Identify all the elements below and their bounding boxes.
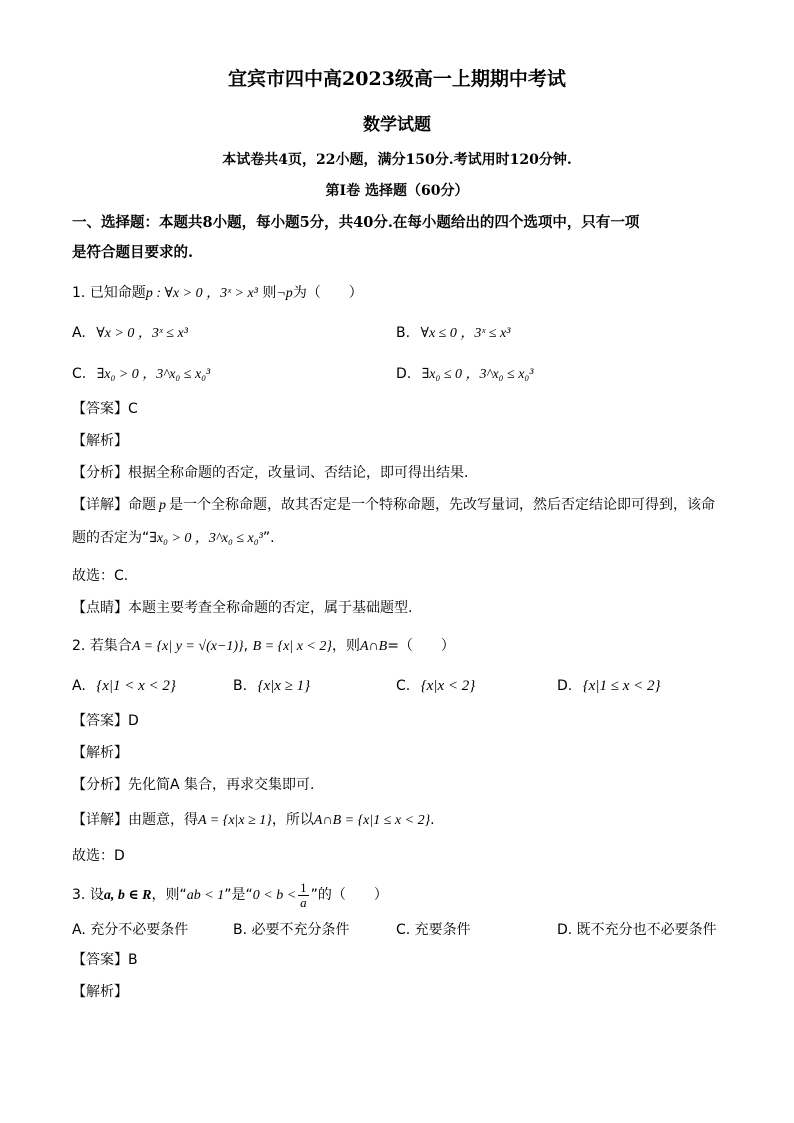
q1-xiangjie-tag: 【详解】 [72, 497, 128, 513]
q3-stem-c1: ab < 1 [186, 888, 225, 903]
part-heading: 第I卷 选择题（60分） [325, 183, 469, 199]
q3-stem-pre: 设 [89, 887, 104, 903]
q1-dianjing [72, 598, 412, 618]
q1-dianjing-tag: 【点睛】 [72, 600, 128, 616]
q3-option-d: D. 既不充分也不必要条件 [557, 922, 717, 938]
q2-option-d-text: {x|1 ≤ x < 2} [582, 678, 661, 694]
q2-option-a-text: {x|1 < x < 2} [96, 678, 176, 694]
q3-stem [72, 880, 388, 911]
q2-xiangjie-tag: 【详解】 [72, 812, 128, 828]
q1-xiangjie-1b: 是一个全称命题，故其否定是一个特称命题，先改写量词，然后否定结论即可得到，该命 [169, 497, 715, 513]
q1-guxuan: 故选：C. [72, 568, 129, 584]
q1-jiexi-tag: 【解析】 [72, 433, 128, 449]
q1-fenxi-tag: 【分析】 [72, 465, 128, 481]
q3-fraction-num: 1 [300, 879, 307, 895]
q2-option-a [72, 676, 176, 696]
q2-fenxi [72, 775, 314, 795]
q1-xiangjie-2a: 题的否定为“ [72, 530, 150, 546]
q2-answer-tag: 【答案】 [72, 713, 128, 729]
q3-answer-tag: 【答案】 [72, 952, 128, 968]
q1-stem-post: 为（ ） [292, 285, 363, 301]
q1-xiangjie-1p: p [159, 498, 166, 513]
q2-answer [72, 711, 139, 731]
q3-option-c: C. 充要条件 [396, 922, 471, 938]
q2-stem-post: ，则 [331, 638, 360, 654]
q2-option-b [233, 676, 310, 696]
q1-option-a-label: A. [72, 325, 86, 341]
q2-option-d-label: D. [557, 678, 573, 694]
q1-option-a-text: ∀x > 0 ，3ˣ ≤ x³ [96, 326, 188, 341]
section-heading-line1: 一、选择题：本题共8小题，每小题5分，共40分.在每小题给出的四个选项中，只有一项 [72, 214, 640, 231]
q1-number: 1. [72, 285, 86, 301]
q1-option-d-label: D. [396, 366, 412, 382]
q3-option-a: A. 充分不必要条件 [72, 922, 189, 938]
q2-option-d [557, 676, 660, 696]
q2-xiangjie-b: ，所以 [271, 812, 314, 828]
q1-xiangjie-2math: ∃x₀ > 0 ，3^x₀ ≤ x₀³ [149, 531, 263, 546]
q3-fraction [298, 881, 309, 910]
q1-xiangjie-2b: ”. [262, 530, 275, 546]
q2-option-c-text: {x|x < 2} [420, 678, 476, 694]
q1-answer-value: C [128, 401, 138, 417]
q1-answer-tag: 【答案】 [72, 401, 128, 417]
q2-option-c [396, 676, 475, 696]
q1-option-c [72, 364, 210, 385]
q1-option-d-text: ∃x₀ ≤ 0 ，3^x₀ ≤ x₀³ [421, 367, 534, 382]
q2-stem-pre: 若集合 [89, 638, 132, 654]
q2-option-b-text: {x|x ≥ 1} [257, 678, 311, 694]
q3-answer [72, 950, 138, 970]
q2-xiangjie-m2: A∩B = {x|1 ≤ x < 2} [313, 813, 431, 828]
q3-option-b: B. 必要不充分条件 [233, 922, 350, 938]
q2-stem-end: =（ ） [387, 638, 455, 654]
q1-fenxi [72, 463, 468, 483]
q1-stem-mid: 则 [262, 285, 277, 301]
q1-option-b [396, 323, 510, 344]
q2-fenxi-text: 先化简A 集合，再求交集即可. [128, 777, 315, 793]
q3-stem-c2-left: 0 < b < [252, 888, 297, 903]
q1-option-b-label: B. [396, 325, 411, 341]
q1-xiangjie-line1 [72, 495, 715, 516]
q1-answer [72, 399, 138, 419]
q2-xiangjie-m1: A = {x|x ≥ 1} [198, 813, 272, 828]
q2-jiexi-tag: 【解析】 [72, 745, 128, 761]
q1-option-c-text: ∃x₀ > 0 ，3^x₀ ≤ x₀³ [96, 367, 211, 382]
exam-title: 宜宾市四中高2023级高一上期期中考试 [228, 68, 566, 90]
exam-subtitle: 数学试题 [363, 115, 431, 135]
q2-number: 2. [72, 638, 86, 654]
q3-fraction-den: a [300, 894, 307, 910]
q3-answer-value: B [128, 952, 138, 968]
q2-fenxi-tag: 【分析】 [72, 777, 128, 793]
q1-stem-pre: 已知命题 [89, 285, 146, 301]
q2-xiangjie [72, 810, 435, 831]
q1-xiangjie-line2 [72, 528, 275, 549]
q3-stem-mid2: ”是“ [224, 887, 253, 903]
q2-guxuan: 故选：D [72, 848, 125, 864]
q1-stem-neg: ¬p [276, 286, 293, 301]
q2-stem-b: B = {x| x < 2} [252, 639, 332, 654]
q1-option-d [396, 364, 534, 385]
q3-number: 3. [72, 887, 86, 903]
q2-xiangjie-a: 由题意，得 [128, 812, 198, 828]
exam-note: 本试卷共4页，22小题，满分150分.考试用时120分钟. [222, 152, 572, 168]
q2-xiangjie-c: . [430, 812, 435, 828]
q1-option-a [72, 323, 188, 344]
q3-jiexi-tag: 【解析】 [72, 984, 128, 1000]
q3-stem-mid1: ，则“ [151, 887, 187, 903]
q1-stem [72, 283, 363, 304]
q2-answer-value: D [128, 713, 139, 729]
q1-option-c-label: C. [72, 366, 87, 382]
q2-option-c-label: C. [396, 678, 411, 694]
q2-option-b-label: B. [233, 678, 248, 694]
q2-stem-a: A = {x| y = √(x−1)} [131, 639, 244, 654]
q2-stem-op: A∩B [359, 639, 388, 654]
q2-option-a-label: A. [72, 678, 86, 694]
section-heading-line2: 是符合题目要求的. [72, 244, 194, 261]
q1-dianjing-text: 本题主要考查全称命题的否定，属于基础题型. [128, 600, 413, 616]
q1-xiangjie-1a: 命题 [128, 497, 156, 513]
q2-stem: 2. 若集合A = {x| y = √(x−1)}, B = {x| x < 2}，则A∩B=（ ） [72, 638, 455, 654]
q3-stem-end: ”的（ ） [310, 887, 388, 903]
q1-fenxi-text: 根据全称命题的否定，改量词、否结论，即可得出结果. [128, 465, 469, 481]
q1-stem-math: p : ∀x > 0 ，3ˣ > x³ [145, 286, 258, 301]
q1-option-b-text: ∀x ≤ 0 ，3ˣ ≤ x³ [420, 326, 511, 341]
q3-stem-vars: a, b ∈ R [103, 888, 152, 903]
